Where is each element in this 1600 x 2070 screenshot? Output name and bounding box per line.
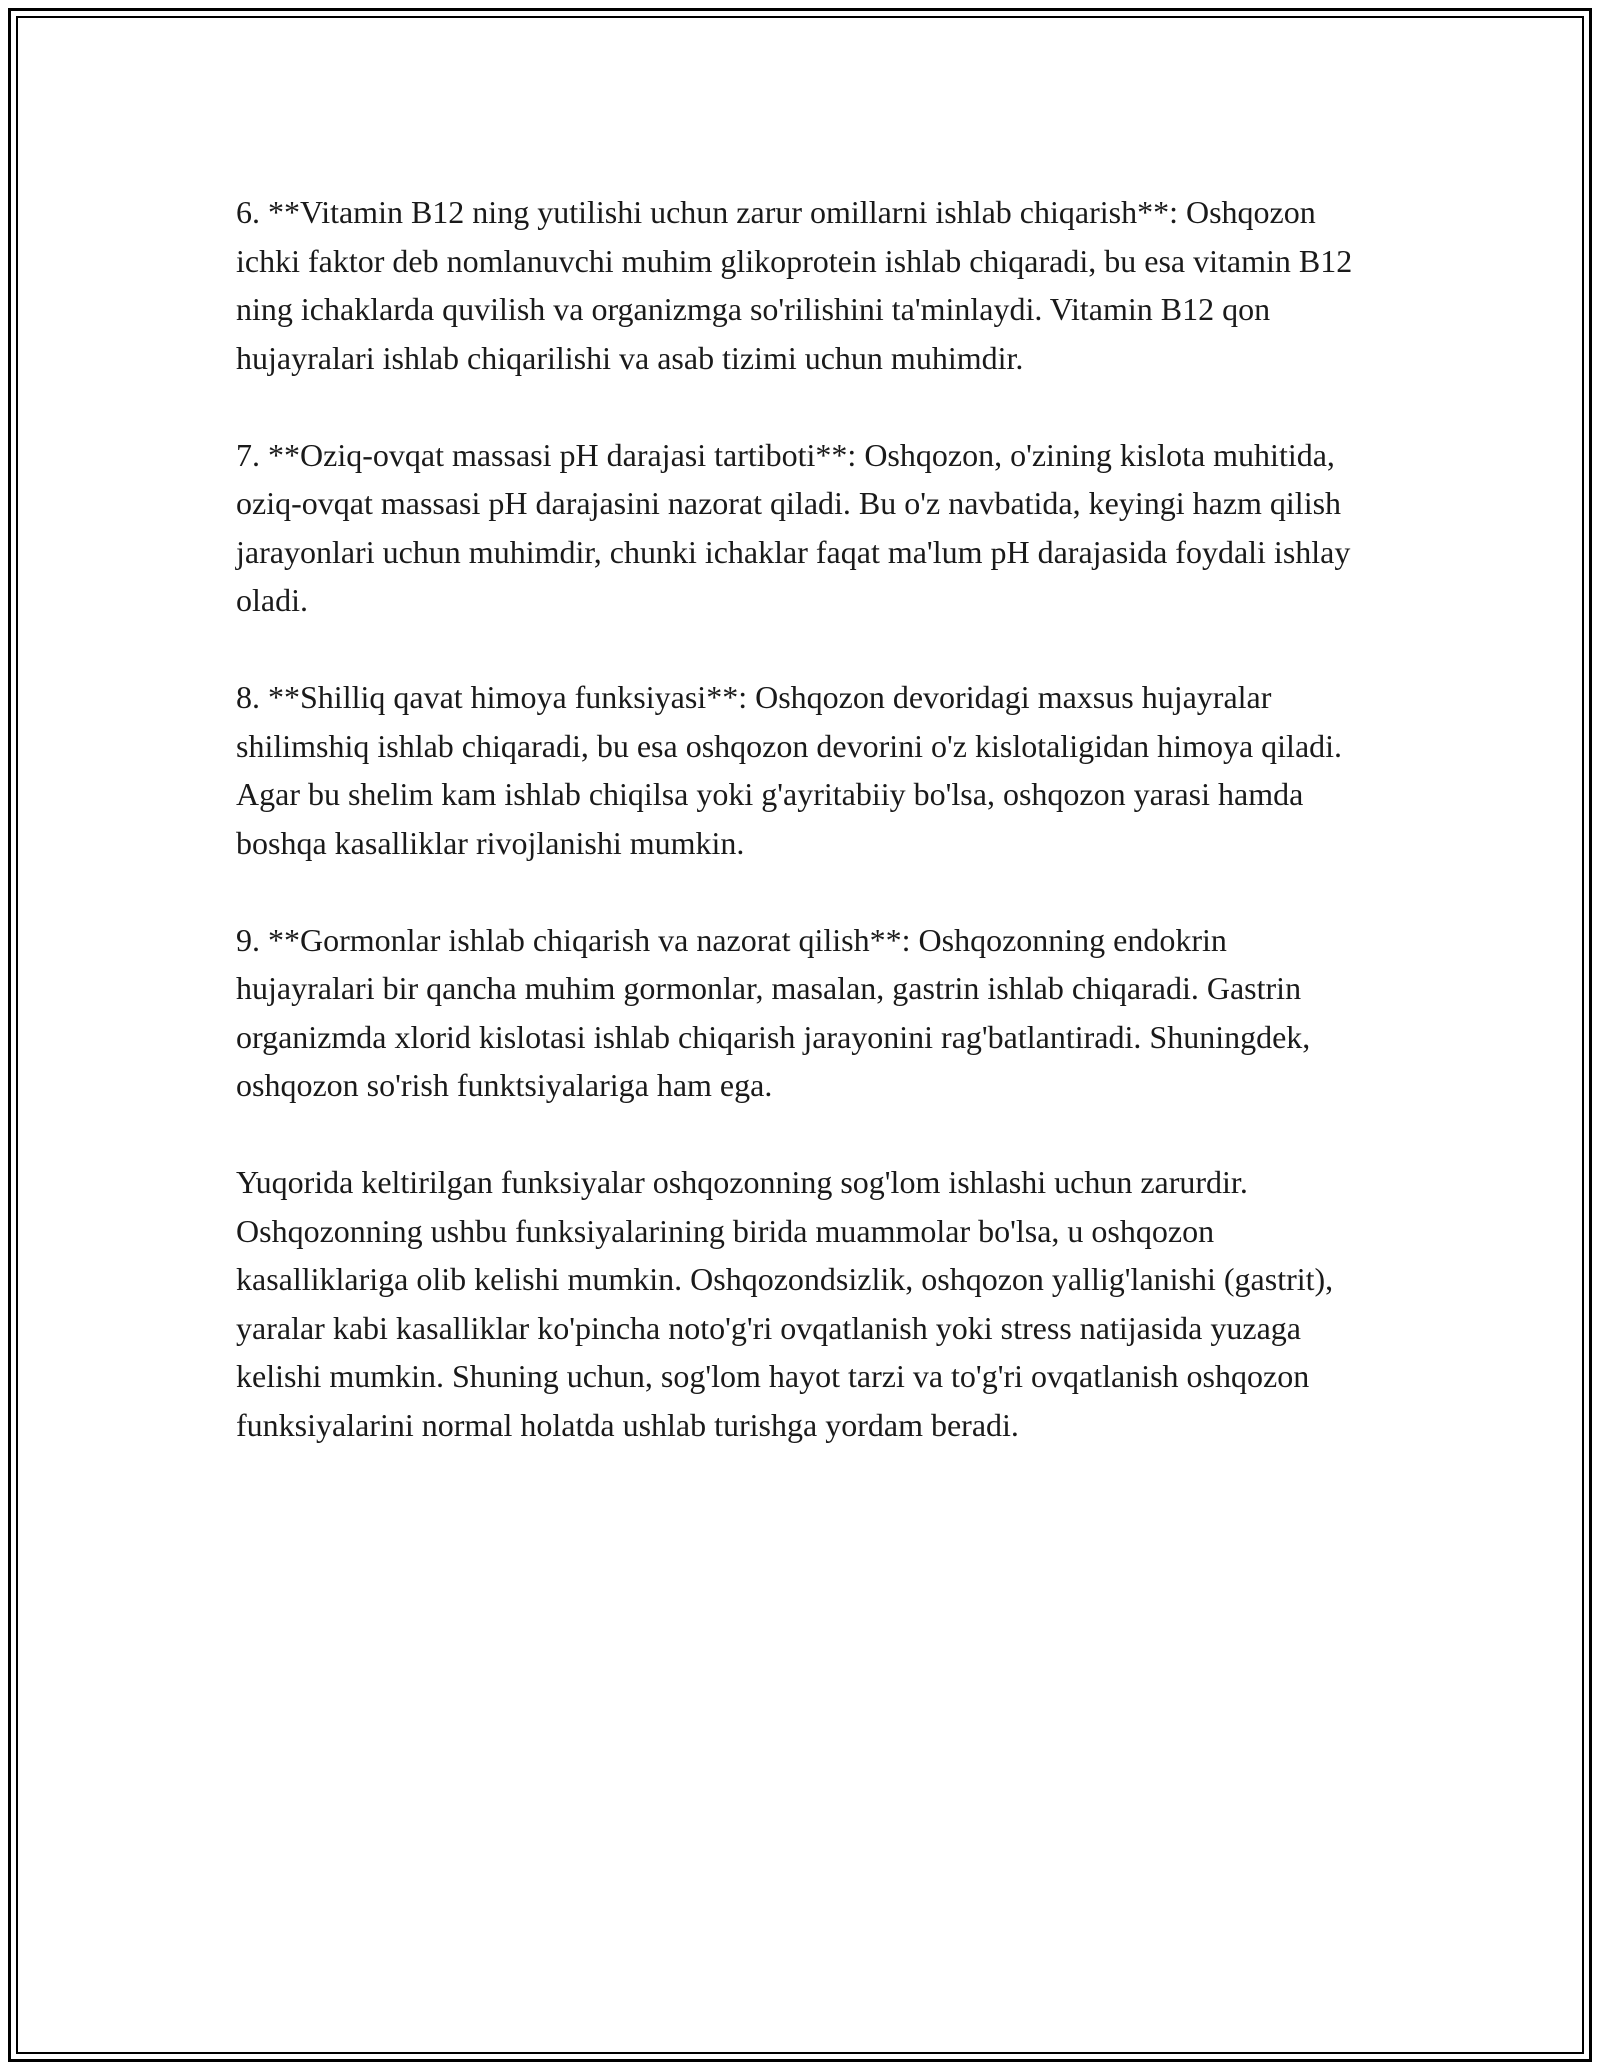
paragraph-conclusion: Yuqorida keltirilgan funksiyalar oshqozonning sog'lom ishlashi uchun zarurdir. Oshqozonning ushbu funksiyalarining birida muammolar bo'lsa, u oshqozon kasalliklariga olib kelishi mumkin. Oshqozondsizlik, oshqozon yallig'lanishi (gastrit), yaralar kabi kasalliklar ko'pincha noto'g'ri ovqatlanish yoki stress natijasida yuzaga kelishi mumkin. Shuning uchun, sog'lom hayot tarzi va to'g'ri ovqatlanish oshqozon funksiyalarini normal holatda ushlab turishga yordam beradi. (236, 1164, 1334, 1443)
paragraph-item-8: 8. **Shilliq qavat himoya funksiyasi**: Oshqozon devoridagi maxsus hujayralar shilimshiq ishlab chiqaradi, bu esa oshqozon devorini o'z kislotaligidan himoya qiladi. Agar bu shelim kam ishlab chiqilsa yoki g'ayritabiiy bo'lsa, oshqozon yarasi hamda boshqa kasalliklar rivojlanishi mumkin. (236, 679, 1343, 861)
paragraph-item-7: 7. **Oziq-ovqat massasi pH darajasi tartiboti**: Oshqozon, o'zining kislota muhitida, oziq-ovqat massasi pH darajasini nazorat qiladi. Bu o'z navbatida, keyingi hazm qilish jarayonlari uchun muhimdir, chunki ichaklar faqat ma'lum pH darajasida foydali ishlay oladi. (236, 436, 1351, 618)
paragraph-item-6: 6. **Vitamin B12 ning yutilishi uchun zarur omillarni ishlab chiqarish**: Oshqozon ichki faktor deb nomlanuvchi muhim glikoprotein ishlab chiqaradi, bu esa vitamin B12 ning ichaklarda quvilish va organizmga so'rilishini ta'minlaydi. Vitamin B12 qon hujayralari ishlab chiqarilishi va asab tizimi uchun muhimdir. (236, 194, 1353, 376)
paragraph-item-9: 9. **Gormonlar ishlab chiqarish va nazorat qilish**: Oshqozonning endokrin hujayralari bir qancha muhim gormonlar, masalan, gastrin ishlab chiqaradi. Gastrin organizmda xlorid kislotasi ishlab chiqarish jarayonini rag'batlantiradi. Shuningdek, oshqozon so'rish funktsiyalariga ham ega. (236, 921, 1311, 1103)
document-body (236, 188, 1366, 1449)
